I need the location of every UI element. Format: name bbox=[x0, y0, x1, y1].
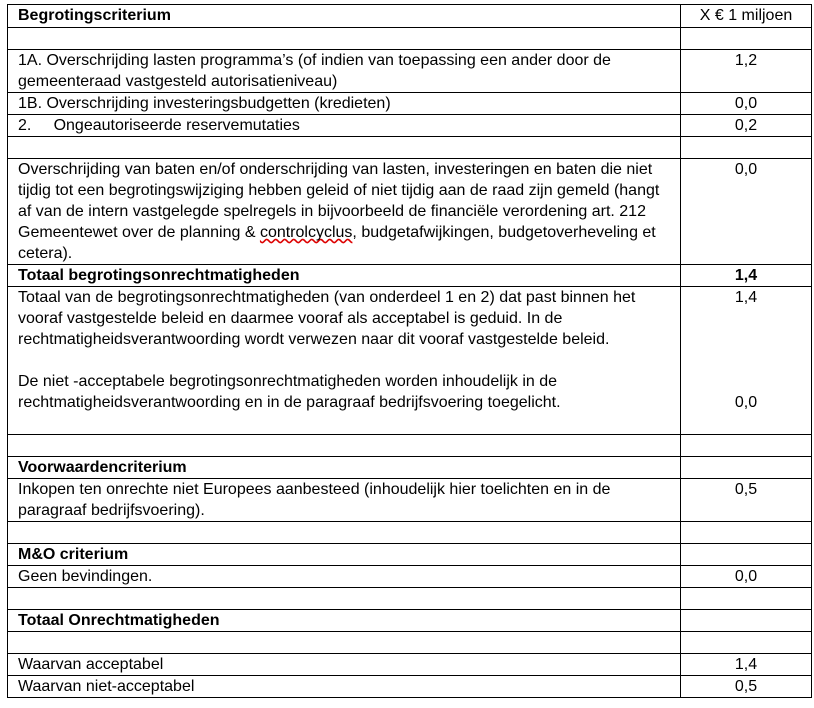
total-row bbox=[8, 265, 812, 287]
table-row bbox=[8, 287, 812, 435]
empty-cell bbox=[681, 588, 812, 610]
empty-row bbox=[8, 435, 812, 457]
empty-cell bbox=[8, 435, 681, 457]
empty-cell bbox=[8, 522, 681, 544]
value-gap bbox=[681, 308, 811, 329]
totaal-begrotings-label: Totaal begrotingsonrechtmatigheden bbox=[8, 265, 681, 287]
empty-cell bbox=[681, 610, 812, 632]
geen-value: 0,0 bbox=[681, 566, 812, 588]
onrechtmatigheden-table bbox=[7, 4, 812, 698]
totaal-begrotings-value: 1,4 bbox=[681, 265, 812, 287]
section-header-row bbox=[8, 544, 812, 566]
empty-row bbox=[8, 588, 812, 610]
mo-header: M&O criterium bbox=[8, 544, 681, 566]
acceptabel-paragraph: Totaal van de begrotingsonrechtmatigheden (van onderdeel 1 en 2) dat past binnen het vooraf vastgestelde beleid en daarmee vooraf als acceptabel is geduid. In de rechtmatigheidsverantwoording wordt verwezen naar dit vooraf vastgestelde beleid. bbox=[18, 289, 636, 348]
empty-cell bbox=[681, 457, 812, 479]
paragraph-gap bbox=[18, 350, 670, 371]
empty-cell bbox=[681, 522, 812, 544]
table-row bbox=[8, 479, 812, 522]
value-gap bbox=[681, 350, 811, 371]
overschrijding-value: 0,0 bbox=[681, 159, 812, 265]
waarvan-niet-acceptabel-label: Waarvan niet-acceptabel bbox=[8, 676, 681, 698]
waarvan-niet-acceptabel-value: 0,5 bbox=[681, 676, 812, 698]
overschrijding-text-2: , budgetafwijkingen, budgetoverheveling et cetera). bbox=[18, 224, 656, 262]
row-2-label: 2. Ongeautoriseerde reservemutaties bbox=[8, 115, 681, 137]
spellcheck-word: controlcyclus bbox=[259, 224, 353, 241]
empty-cell bbox=[8, 632, 681, 654]
header-criterium: Begrotingscriterium bbox=[8, 5, 681, 28]
acceptabel-cell bbox=[8, 287, 681, 435]
inkopen-label: Inkopen ten onrechte niet Europees aanbesteed (inhoudelijk hier toelichten en in de paragraaf bedrijfsvoering). bbox=[8, 479, 681, 522]
row-1b-label: 1B. Overschrijding investeringsbudgetten (kredieten) bbox=[8, 93, 681, 115]
header-unit: X € 1 miljoen bbox=[681, 5, 812, 28]
empty-cell bbox=[8, 137, 681, 159]
empty-cell bbox=[8, 588, 681, 610]
table-row bbox=[8, 159, 812, 265]
section-header-row bbox=[8, 610, 812, 632]
empty-cell bbox=[681, 544, 812, 566]
empty-cell bbox=[681, 435, 812, 457]
overschrijding-text-1: Overschrijding van baten en/of onderschrijding van lasten, investeringen en baten die niet tijdig tot een begrotingswijziging hebben geleid of niet tijdig aan de raad zijn gemeld (hangt af van de intern vastgelegde spelregels in bijvoorbeeld de financiële verordening art. 212 Gemeentewet over de planning & bbox=[18, 161, 660, 241]
geen-label: Geen bevindingen. bbox=[8, 566, 681, 588]
value-gap bbox=[681, 329, 811, 350]
waarvan-acceptabel-label: Waarvan acceptabel bbox=[8, 654, 681, 676]
voorwaarden-header: Voorwaardencriterium bbox=[8, 457, 681, 479]
row-1b-value: 0,0 bbox=[681, 93, 812, 115]
empty-row bbox=[8, 28, 812, 50]
empty-cell bbox=[8, 28, 681, 50]
section-header-row bbox=[8, 457, 812, 479]
row-1a-label: 1A. Overschrijding lasten programma’s (of indien van toepassing een ander door de gemeenteraad vastgesteld autorisatieniveau) bbox=[8, 50, 681, 93]
acceptabel-values-cell bbox=[681, 287, 812, 435]
niet-acceptabel-paragraph: De niet -acceptabele begrotingsonrechtmatigheden worden inhoudelijk in de rechtmatigheidsverantwoording en in de paragraaf bedrijfsvoering toegelicht. bbox=[18, 373, 561, 411]
overschrijding-label bbox=[8, 159, 681, 265]
empty-row bbox=[8, 137, 812, 159]
empty-cell bbox=[681, 28, 812, 50]
table-row bbox=[8, 566, 812, 588]
row-1a-value: 1,2 bbox=[681, 50, 812, 93]
empty-row bbox=[8, 632, 812, 654]
table-row bbox=[8, 654, 812, 676]
table-row bbox=[8, 50, 812, 93]
empty-cell bbox=[681, 632, 812, 654]
empty-row bbox=[8, 522, 812, 544]
row-2-value: 0,2 bbox=[681, 115, 812, 137]
acceptabel-value: 1,4 bbox=[734, 289, 758, 306]
waarvan-acceptabel-value: 1,4 bbox=[681, 654, 812, 676]
inkopen-value: 0,5 bbox=[681, 479, 812, 522]
table-row bbox=[8, 93, 812, 115]
totaal-onrechtmatigheden-label: Totaal Onrechtmatigheden bbox=[8, 610, 681, 632]
table-header-row bbox=[8, 5, 812, 28]
value-gap bbox=[681, 371, 811, 392]
empty-cell bbox=[681, 137, 812, 159]
table-row bbox=[8, 115, 812, 137]
niet-acceptabel-value: 0,0 bbox=[734, 394, 758, 411]
table-row bbox=[8, 676, 812, 698]
